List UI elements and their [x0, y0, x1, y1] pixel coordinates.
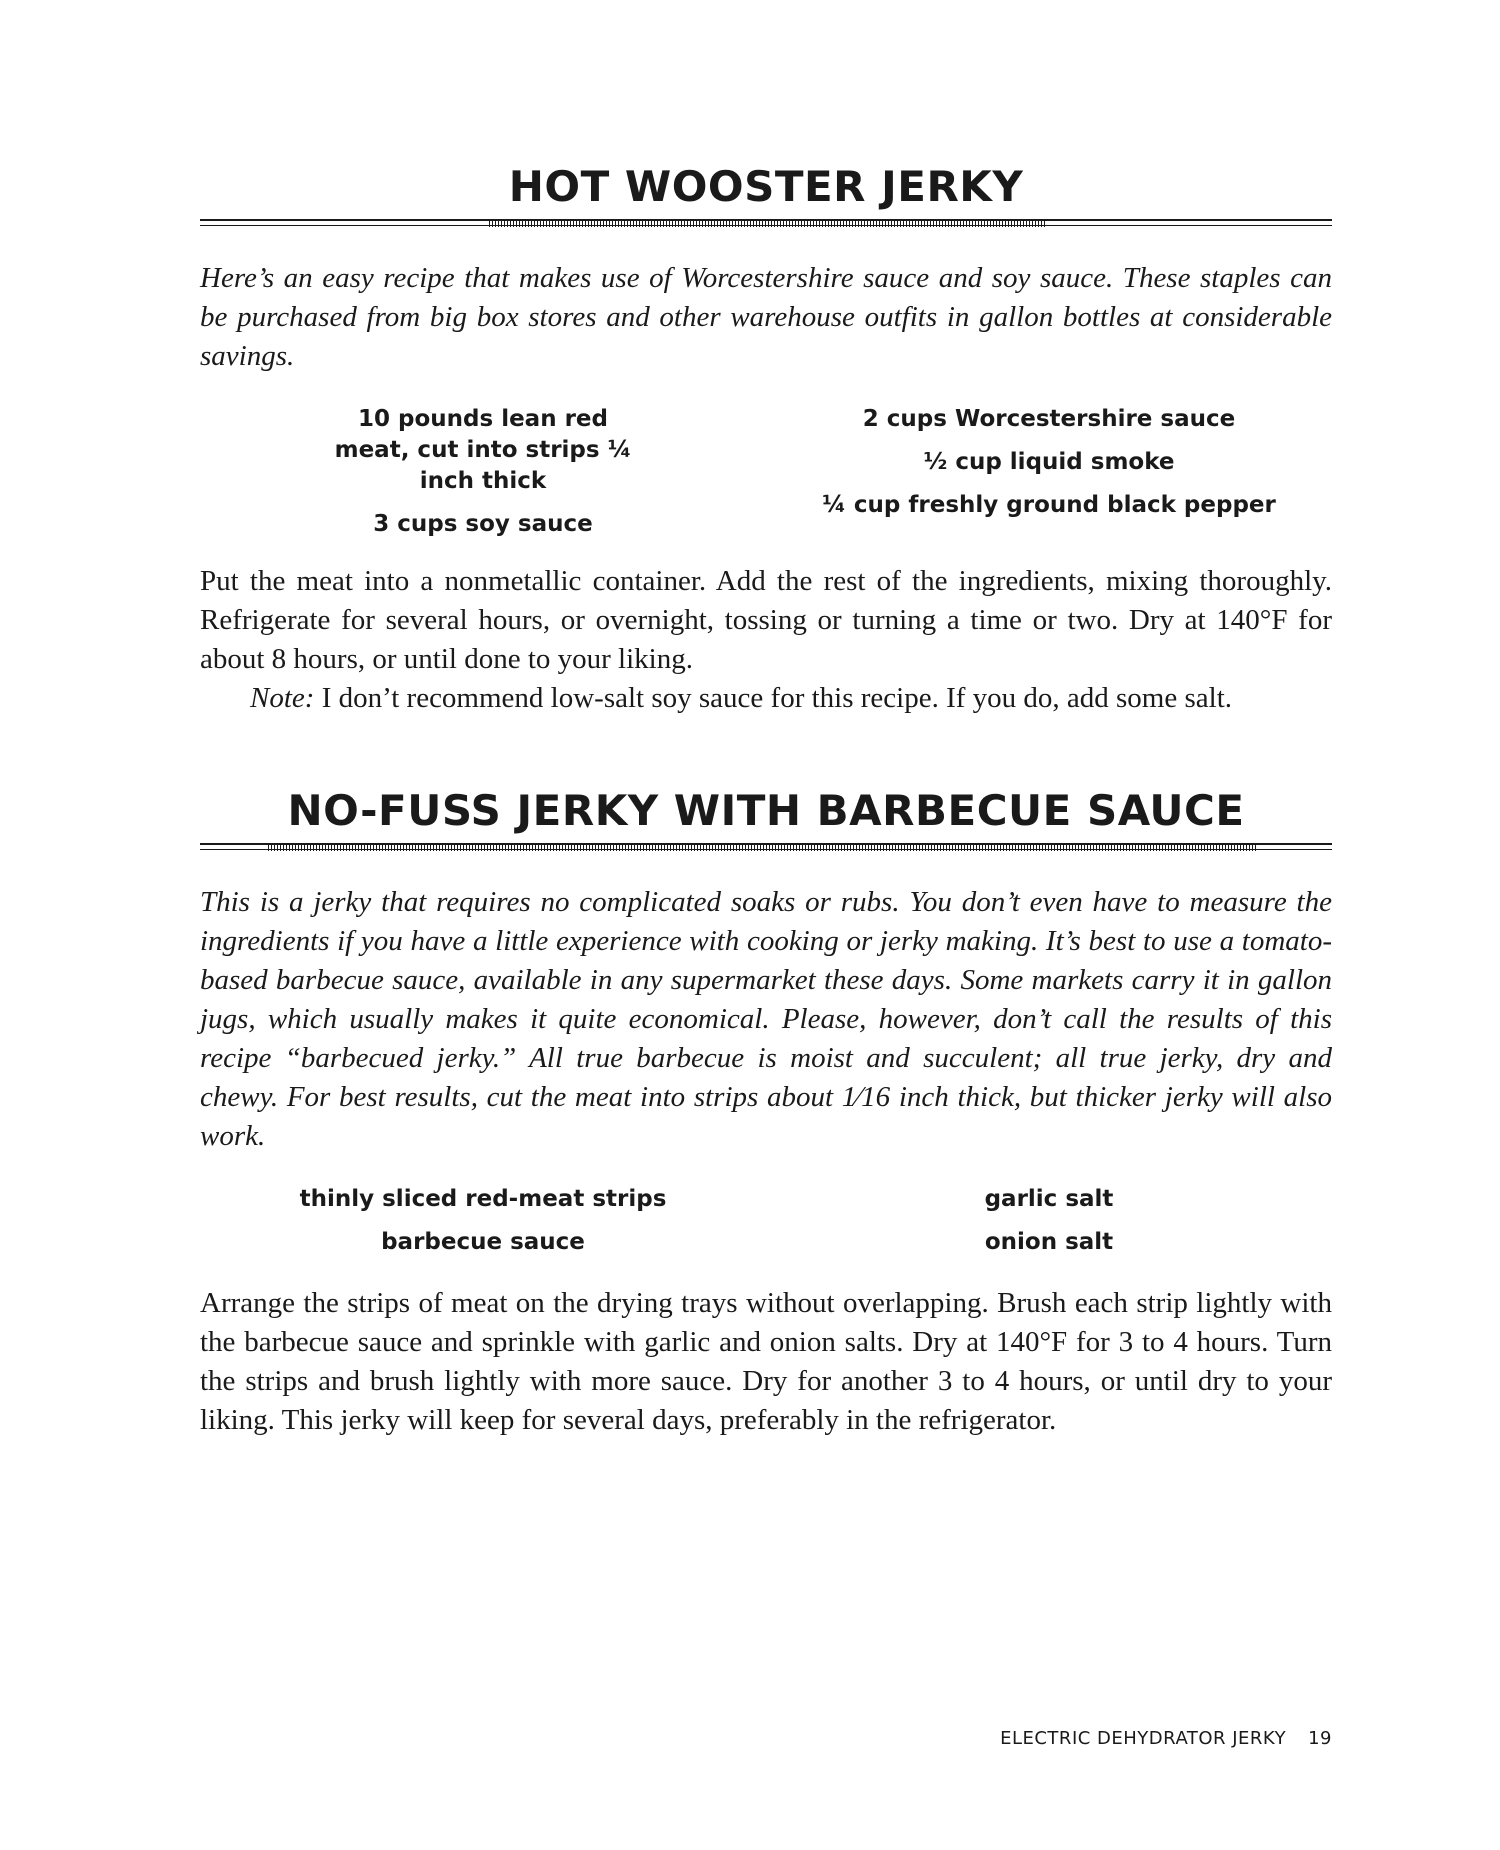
ingredient-column-right: [766, 404, 1332, 552]
note-label: Note:: [250, 682, 315, 714]
footer-section-title: ELECTRIC DEHYDRATOR JERKY: [1000, 1728, 1287, 1749]
recipe-directions: Put the meat into a nonmetallic container. Add the rest of the ingredients, mixing thoroughly. Refrigerate for several hours, or overnight, tossing or turning a time or two. Dry at 140°F for about 8 hours, or until done to your liking.: [200, 565, 1332, 675]
recipe-directions: Arrange the strips of meat on the drying trays without overlapping. Brush each strip lightly with the barbecue sauce and sprinkle with garlic and onion salts. Dry at 140°F for 3 to 4 hours. Turn the strips and brush lightly with more sauce. Dry for another 3 to 4 hours, or until dry to your liking. This jerky will keep for several days, preferably in the refrigerator.: [200, 1287, 1332, 1436]
recipe-no-fuss-jerky: [200, 786, 1332, 1440]
ingredient-item: ¼ cup freshly ground black pepper: [822, 492, 1276, 518]
ingredient-column-right: [766, 1184, 1332, 1270]
title-rule: [200, 843, 1332, 853]
recipe-title: HOT WOOSTER JERKY: [508, 162, 1024, 211]
ingredient-list: [200, 404, 1332, 552]
ingredient-column-left: [200, 404, 766, 552]
page-footer: [1000, 1728, 1332, 1749]
ingredient-item: garlic salt: [984, 1186, 1114, 1212]
title-rule: [200, 219, 1332, 229]
recipe-hot-wooster-jerky: [200, 162, 1332, 718]
note-text: I don’t recommend low-salt soy sauce for this recipe. If you do, add some salt.: [314, 682, 1233, 714]
recipe-intro: Here’s an easy recipe that makes use of Worcestershire sauce and soy sauce. These staples can be purchased from big box stores and other warehouse outfits in gallon bottles at considerable savings.: [200, 262, 1332, 372]
ingredient-item: ½ cup liquid smoke: [923, 449, 1175, 475]
page-number: 19: [1308, 1728, 1332, 1749]
ingredient-item: barbecue sauce: [381, 1229, 585, 1255]
ingredient-item: thinly sliced red-meat strips: [299, 1186, 667, 1212]
ingredient-list: [200, 1184, 1332, 1270]
ingredient-column-left: [200, 1184, 766, 1270]
recipe-note: [200, 679, 1332, 718]
recipe-title: NO-FUSS JERKY WITH BARBECUE SAUCE: [287, 786, 1245, 835]
recipe-intro: This is a jerky that requires no complicated soaks or rubs. You don’t even have to measure the ingredients if you have a little experience with cooking or jerky making. It’s best to use a tomato-based barbecue sauce, available in any supermarket these days. Some markets carry it in gallon jugs, which usually makes it quite economical. Please, however, don’t call the results of this recipe “barbecued jerky.” All true barbecue is moist and succulent; all true jerky, dry and chewy. For best results, cut the meat into strips about 1⁄16 inch thick, but thicker jerky will also work.: [200, 886, 1332, 1152]
ingredient-item: onion salt: [984, 1229, 1114, 1255]
ingredient-item: 10 pounds lean red meat, cut into strips ¼ inch thick: [334, 406, 632, 494]
ingredient-item: 3 cups soy sauce: [373, 511, 593, 537]
page-content: [200, 0, 1332, 1440]
ingredient-item: 2 cups Worcestershire sauce: [862, 406, 1236, 432]
